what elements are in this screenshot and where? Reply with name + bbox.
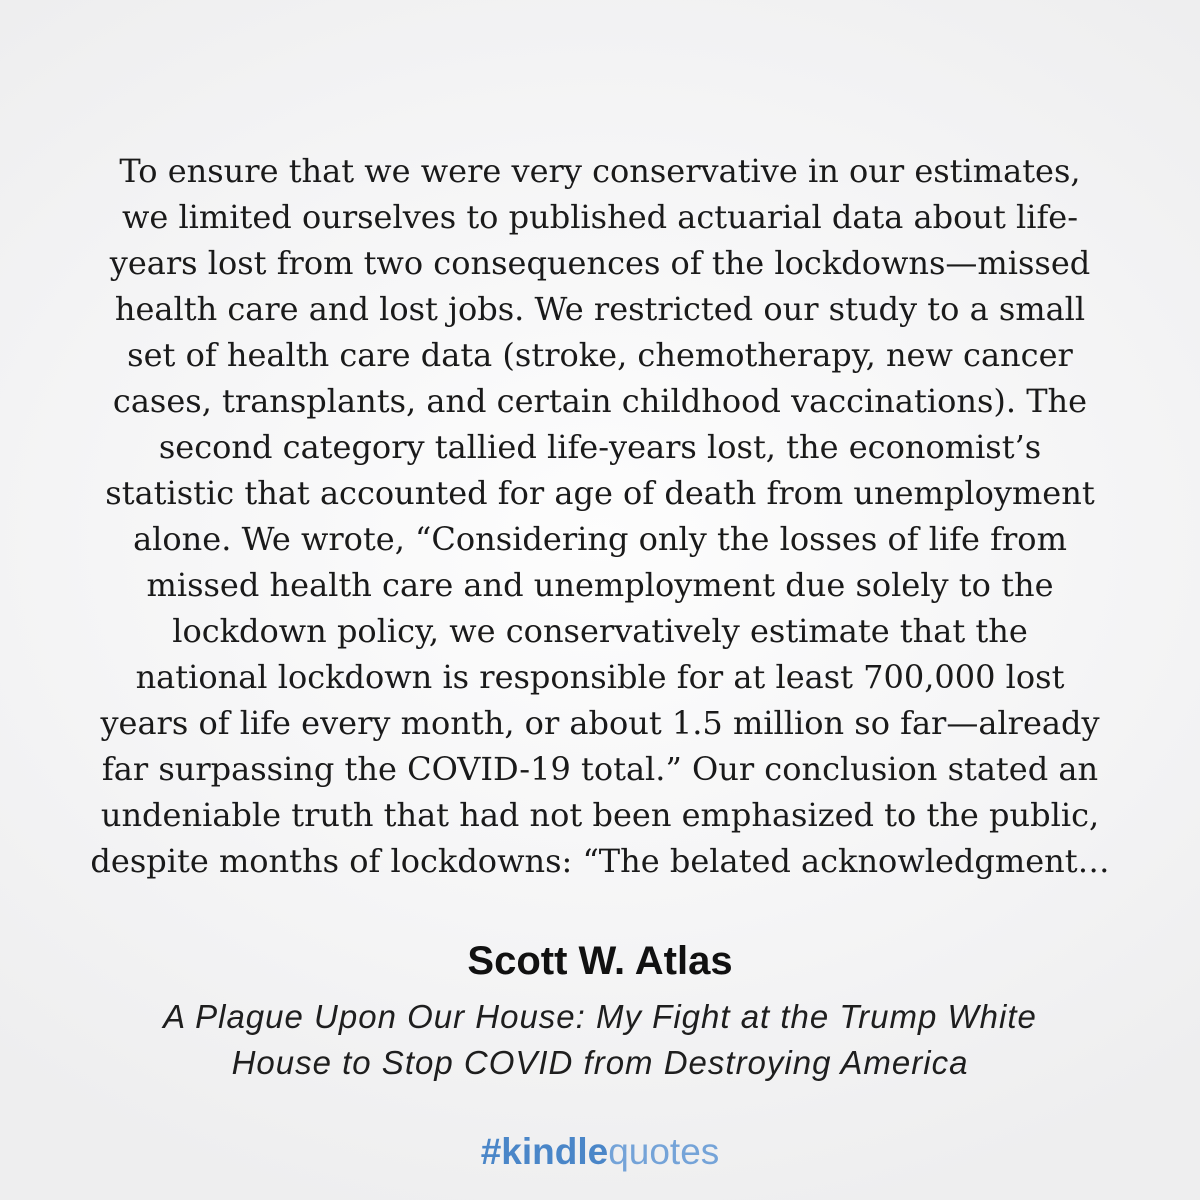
quote-line: To ensure that we were very conservative in our estimates, <box>119 152 1081 190</box>
quote-line: undeniable truth that had not been emphasized to the public, <box>100 796 1100 834</box>
quote-line: alone. We wrote, “Considering only the losses of life from <box>133 520 1067 558</box>
book-title <box>163 994 1037 1086</box>
book-title-line: A Plague Upon Our House: My Fight at the Trump White <box>163 998 1037 1035</box>
quote-line: missed health care and unemployment due solely to the <box>146 566 1054 604</box>
kindlequotes-branding <box>481 1130 720 1174</box>
quote-text <box>90 148 1109 884</box>
kindle-hashtag-label: #kindle <box>480 1131 609 1172</box>
book-title-line: House to Stop COVID from Destroying America <box>231 1044 969 1081</box>
quote-line: far surpassing the COVID-19 total.” Our conclusion stated an <box>101 750 1099 788</box>
quote-line: statistic that accounted for age of death from unemployment <box>105 474 1095 512</box>
quote-line: set of health care data (stroke, chemotherapy, new cancer <box>127 336 1073 374</box>
quote-line: health care and lost jobs. We restricted our study to a small <box>114 290 1086 328</box>
quote-line: we limited ourselves to published actuarial data about life- <box>121 198 1079 236</box>
quote-line: despite months of lockdowns: “The belated acknowledgment… <box>90 842 1110 880</box>
quote-line: national lockdown is responsible for at least 700,000 lost <box>135 658 1065 696</box>
quote-line: lockdown policy, we conservatively estimate that the <box>172 612 1028 650</box>
quote-line: years lost from two consequences of the lockdowns—missed <box>109 244 1091 282</box>
quote-line: second category tallied life-years lost, the economist’s <box>158 428 1042 466</box>
quote-line: cases, transplants, and certain childhood vaccinations). The <box>112 382 1088 420</box>
author-name: Scott W. Atlas <box>467 939 733 983</box>
quotes-label: quotes <box>608 1131 720 1172</box>
quote-line: years of life every month, or about 1.5 million so far—already <box>100 704 1100 742</box>
